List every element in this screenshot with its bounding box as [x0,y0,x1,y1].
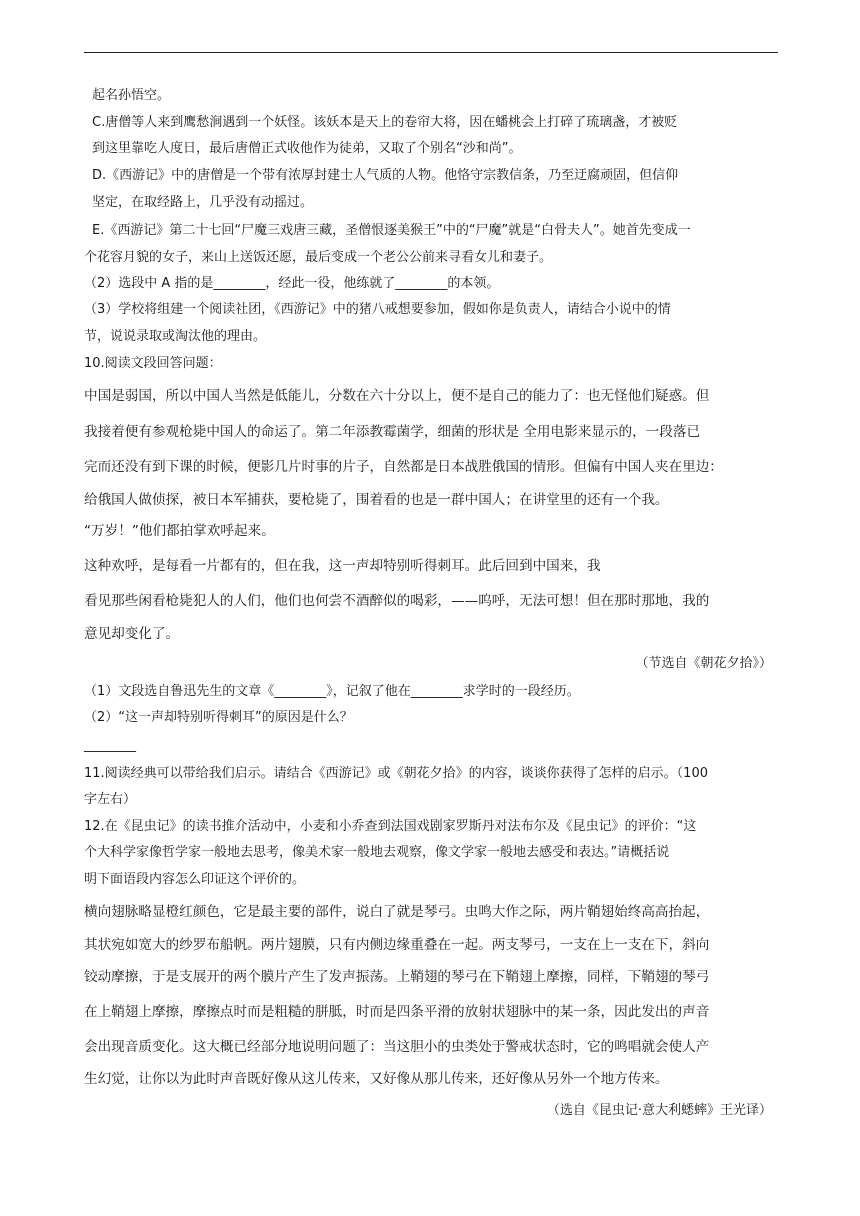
passage-line: 我接着便有参观枪毙中国人的命运了。第二年添教霉菌学，细菌的形状是 全用电影来显示的，一段落已 [84,424,701,440]
passage-line: 会出现音质变化。这大概已经部分地说明问题了：当这胆小的虫类处于警戒状态时，它的鸣唱就会使人产 [84,1039,710,1055]
passage-line: 铰动摩擦，于是支展开的两个膜片产生了发声振荡。上鞘翅的琴弓在下鞘翅上摩擦，同样，下鞘翅的琴弓 [84,969,710,985]
passage-line: 给俄国人做侦探，被日本军捕获，要枪毙了，围着看的也是一群中国人；在讲堂里的还有一个我。 [84,492,669,508]
question-11: 11.阅读经典可以带给我们启示。请结合《西游记》或《朝花夕拾》的内容，谈谈你获得了怎样的启示。（100 [84,766,708,781]
question-9-3: （3）学校将组建一个阅读社团，《西游记》中的猪八戒想要参加，假如你是负责人，请结合小说中的情 [84,302,671,317]
passage-line: “万岁！”他们都拍掌欢呼起来。 [84,523,275,539]
passage-line: 生幻觉，让你以为此时声音既好像从这儿传来，又好像从那儿传来，还好像从另外一个地方传来。 [84,1071,669,1087]
passage-line: 意见却变化了。 [84,626,180,642]
text-line: 个大科学家像哲学家一般地去思考，像美术家一般地去观察，像文学家一般地去感受和表达。”请概括说 [84,845,670,860]
text-line: 起名孙悟空。 [92,88,171,103]
option-e-line: E.《西游记》第二十七回“尸魔三戏唐三藏，圣僧恨逐美猴王”中的“尸魔”就是“白骨夫人”。她首先变成一 [92,223,691,238]
question-9-2: （2）选段中 A 指的是________，经此一役，他练就了________的本领。 [84,276,500,291]
question-12: 12.在《昆虫记》的读书推介活动中，小麦和小乔查到法国戏剧家罗斯丹对法布尔及《昆虫记》的评价：“这 [84,819,697,834]
question-10-2: （2）“这一声却特别听得刺耳”的原因是什么？ [84,710,353,725]
text-line: 个花容月貌的女子，来山上送饭还愿，最后变成一个老公公前来寻看女儿和妻子。 [84,250,553,265]
passage-line: 中国是弱国，所以中国人当然是低能儿，分数在六十分以上，便不是自己的能力了：也无怪他们疑惑。但 [84,388,710,404]
text-line: 明下面语段内容怎么印证这个评价的。 [84,872,306,887]
text-line: 到这里靠吃人度日，最后唐僧正式收他作为徒弟，又取了个别名“沙和尚”。 [92,141,522,156]
option-c-line: C.唐僧等人来到鹰愁涧遇到一个妖怪。该妖本是天上的卷帘大将，因在蟠桃会上打碎了琉璃盏，才被贬 [92,115,678,130]
answer-blank: ________ [84,738,136,753]
question-10-title: 10.阅读文段回答问题： [84,356,222,371]
passage-line: 在上鞘翅上摩擦，摩擦点时而是粗糙的胼胝，时而是四条平滑的放射状翅脉中的某一条，因此发出的声音 [84,1004,710,1020]
passage-line: 其状宛如宽大的纱罗布船帆。两片翅膜，只有内侧边缘重叠在一起。两支琴弓，一支在上一支在下，斜向 [84,937,710,953]
question-10-1: （1）文段选自鲁迅先生的文章《________》，记叙了他在________求学时的一段经历。 [84,684,580,699]
passage-line: 这种欢呼，是每看一片都有的，但在我，这一声却特别听得刺耳。此后回到中国来，我 [84,558,601,574]
source-citation: （选自《昆虫记·意大利蟋蟀》王光译） [546,1103,772,1118]
passage-line: 完而还没有到下课的时候，便影几片时事的片子，自然都是日本战胜俄国的情形。但偏有中国人夹在里边： [84,459,723,475]
passage-line: 横向翅脉略显橙红颜色，它是最主要的部件，说白了就是琴弓。虫鸣大作之际，两片鞘翅始终高高抬起， [84,904,710,920]
passage-line: 看见那些闲看枪毙犯人的人们，他们也何尝不酒醉似的喝彩，——呜呼，无法可想！但在那时那地，我的 [84,593,710,609]
text-line: 坚定，在取经路上，几乎没有动摇过。 [92,195,314,210]
source-citation: （节选自《朝花夕拾》） [635,656,772,671]
header-rule [84,52,778,53]
text-line: 节，说说录取或淘汰他的理由。 [84,329,267,344]
option-d-line: D.《西游记》中的唐僧是一个带有浓厚封建士人气质的人物。他恪守宗教信条，乃至迂腐顽固，但信仰 [92,168,679,183]
text-line: 字左右） [84,792,137,807]
